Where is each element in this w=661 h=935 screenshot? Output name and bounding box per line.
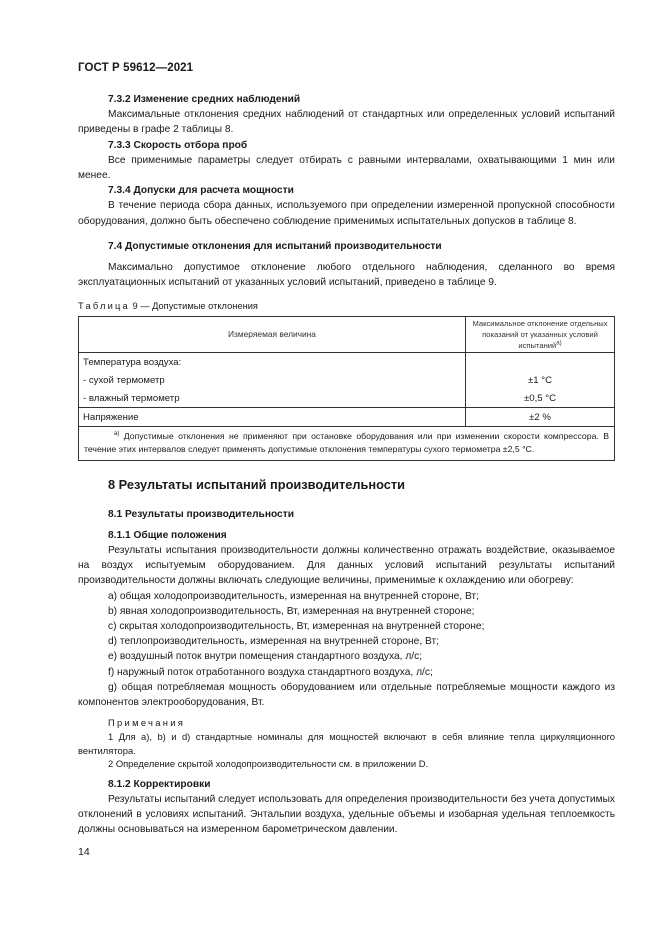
standard-header: ГОСТ Р 59612—2021 xyxy=(78,62,194,74)
table-cell-name: Напряжение xyxy=(79,408,466,427)
table-caption xyxy=(78,300,615,313)
heading-7-4: 7.4 Допустимые отклонения для испытаний производительности xyxy=(108,240,442,252)
heading-7-3-3: 7.3.3 Скорость отбора проб xyxy=(108,139,248,151)
table-footnote-mark: а) xyxy=(114,431,120,438)
paragraph-7-3-3: Все применимые параметры следует отбирать с равными интервалами, охватывающими 1 мин или менее. xyxy=(78,154,615,182)
table-header-measured-quantity: Измеряемая величина xyxy=(79,317,466,353)
table-header-max-deviation-text: Максимальное отклонение отдельных показаний от указанных условий испытаний xyxy=(472,319,608,351)
heading-8-1: 8.1 Результаты производительности xyxy=(108,508,294,520)
heading-7-3-4: 7.3.4 Допуски для расчета мощности xyxy=(108,185,294,197)
page-number: 14 xyxy=(78,846,90,858)
paragraph-7-3-2: Максимальные отклонения средних наблюдений от стандартных или определенных условий испытаний приведены в графе 2 таблицы 8. xyxy=(78,109,615,136)
table-footnote-text: Допустимые отклонения не применяют при остановке оборудования или при изменении скорости компрессора. В течение этих интервалов следует применять допустимые отклонения температуры сухого термометра ±2,5 °С. xyxy=(84,431,609,455)
table-row xyxy=(79,371,615,389)
table-cell-value: ±0,5 °C xyxy=(466,389,615,408)
table-header-row xyxy=(79,317,615,353)
list-item: c) скрытая холодопроизводительность, Вт, измеренная на внутренней стороне; xyxy=(108,621,485,633)
table-row xyxy=(79,408,615,427)
table-caption-text: 9 — Допустимые отклонения xyxy=(132,301,258,312)
tolerances-table xyxy=(78,316,615,460)
table-cell-name: - сухой термометр xyxy=(79,371,466,389)
heading-8-1-2: 8.1.2 Корректировки xyxy=(108,778,211,790)
table-caption-word: Таблица xyxy=(78,301,130,312)
list-item: b) явная холодопроизводительность, Вт, измеренная на внутренней стороне; xyxy=(108,605,475,617)
table-row xyxy=(79,389,615,408)
list-item: d) теплопроизводительность, измеренная на внутренней стороне, Вт; xyxy=(108,636,439,648)
table-cell-name: - влажный термометр xyxy=(79,389,466,408)
paragraph-7-3-4: В течение периода сбора данных, используемого при определении измеренной пропускной способности оборудования, должно быть обеспечено соблюдение применимых испытательных допусков в таблице 8. xyxy=(78,200,615,227)
table-cell-value: ±2 % xyxy=(466,408,615,427)
list-item: g) общая потребляемая мощность оборудованием или отдельные потребляемые мощности каждого из компонентов электрооборудования, Вт. xyxy=(78,681,615,709)
list-item: а) общая холодопроизводительность, измеренная на внутренней стороне, Вт; xyxy=(108,590,479,602)
note-item: 1 Для a), b) и d) стандартные номиналы для мощностей включают в себя влияние тепла циркуляционного вентилятора. xyxy=(78,731,615,756)
heading-8-1-1: 8.1.1 Общие положения xyxy=(108,529,227,541)
paragraph-8-1-1: Результаты испытания производительности должны количественно отражать воздействие, оказываемое на воздух испытуемым оборудованием. Для данных условий испытаний результаты испытаний производительности должны включать следующие величины, применимые к охлаждению или обогреву: xyxy=(78,545,615,587)
table-cell-value xyxy=(466,353,615,372)
notes-title: Примечания xyxy=(108,717,186,729)
list-item: e) воздушный поток внутри помещения стандартного воздуха, л/с; xyxy=(108,651,423,663)
heading-section-8: 8 Результаты испытаний производительности xyxy=(108,476,405,492)
list-item: f) наружный поток отработанного воздуха стандартного воздуха, л/с; xyxy=(108,666,433,678)
page-content xyxy=(78,92,615,838)
paragraph-7-4: Максимально допустимое отклонение любого отдельного наблюдения, сделанного во время эксплуатационных испытаний от указанных условий испытаний, приведено в таблице 9. xyxy=(78,262,615,289)
table-cell-name: Температура воздуха: xyxy=(79,353,466,372)
table-header-max-deviation xyxy=(466,317,615,353)
table-footnote-row xyxy=(79,427,615,460)
table-footnote xyxy=(79,427,615,460)
note-item: 2 Определение скрытой холодопроизводительности см. в приложении D. xyxy=(108,758,429,770)
table-row xyxy=(79,353,615,372)
heading-7-3-2: 7.3.2 Изменение средних наблюдений xyxy=(108,94,301,105)
table-header-footnote-mark: a) xyxy=(556,340,562,347)
paragraph-8-1-2: Результаты испытаний следует использовать для определения производительности без учета допустимых отклонений в условиях испытаний. Энтальпии воздуха, удельные объемы и изобарная удельная теплоемкость должны основываться на измеренном барометрическом давлении. xyxy=(78,793,615,836)
table-cell-value: ±1 °C xyxy=(466,371,615,389)
